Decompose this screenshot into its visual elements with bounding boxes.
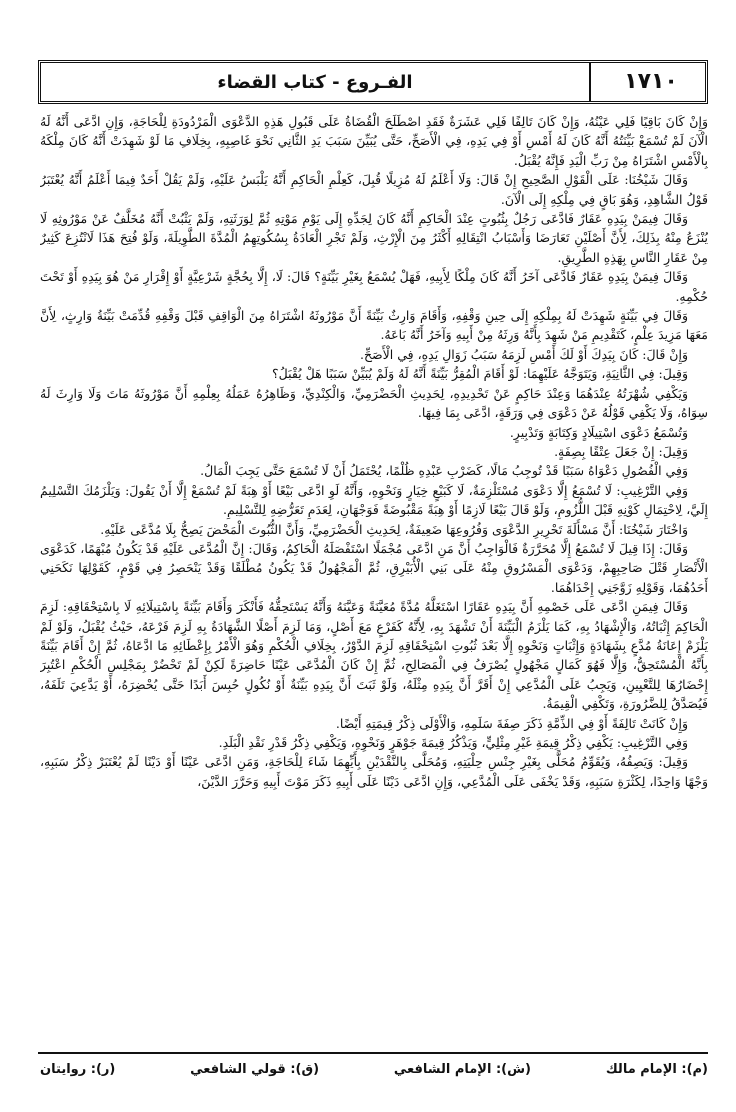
- paragraph: وَقَالَ فِي بَيِّنَةٍ شَهِدَتْ لَهُ بِمِلْكِهِ إِلَى حِينِ وَقْفِهِ، وَأَقَامَ وَارِثٌ بَيِّنَةً أَنَّ مَوْرُوثَهُ اشْتَرَاهُ مِنَ الْوَاقِفِ قَبْلَ وَقْفِهِ قُدِّمَتْ بَيِّنَةُ وَارِثٍ، لِأَنَّ مَعَهَا مَزِيدَ عِلْمٍ، كَتَقْدِيمِ مَنْ شَهِدَ بِأَنَّهُ وَرِثَهُ مِنْ أَبِيهِ وَآخَرُ أَنَّهُ بَاعَهُ.: [40, 308, 708, 343]
- legend-item: (م): الإمام مالك: [605, 1062, 708, 1077]
- legend-item: (ش): الإمام الشافعي: [393, 1062, 531, 1077]
- paragraph: وَفِي الْفُصُولِ دَعْوَاهُ سَبَبًا قَدْ تُوجِبُ مَالًا، كَضَرْبِ عَبْدِهِ ظُلْمًا، يُحْتَمَلُ أَنْ لَا تُسْمَعَ حَتَّى يَجِبَ الْمَالُ.: [200, 463, 688, 479]
- footer-rule: [38, 1052, 708, 1054]
- paragraph: وَتُسْمَعُ دَعْوَى اسْتِيلَادٍ وَكِتَابَةٍ وَتَدْبِيرٍ.: [509, 424, 688, 440]
- paragraph: وَإِنْ كَانَتْ تَالِفَةً أَوْ فِي الذِّمَّةِ ذَكَرَ صِفَةَ سَلَمِهِ، وَالْأَوْلَى ذِكْرُ قِيمَتِهِ أَيْضًا.: [335, 715, 688, 731]
- footnote-legend: [40, 1062, 708, 1086]
- paragraph: وَيَكْفِي شُهْرَتُهُ عِنْدَهُمَا وَعِنْدَ حَاكِمٍ عَنْ تَحْدِيدِهِ، لِحَدِيثِ الْحَضْرَمِيِّ، وَالْكِنْدِيِّ، وَظَاهِرُهُ عَمَلُهُ بِعِلْمِهِ أَنَّ مَوْرُوثَهُ مَاتَ وَلَا وَارِثَ لَهُ سِوَاهُ، وَلَا يَكْفِي قَوْلُهُ عَنْ دَعْوَى فِي وَرَقَةٍ، ادَّعَى بِمَا فِيهَا.: [40, 385, 708, 421]
- paragraph: وَاخْتَارَ شَيْخُنَا: أَنَّ مَسْأَلَةَ تَحْرِيرِ الدَّعْوَى وَفُرُوعِهَا ضَعِيفَةٌ، لِحَدِيثِ الْحَضْرَمِيِّ، وَأَنَّ الثُّبُوتَ الْمَحْضَ يَصِحُّ بِلَا مُدَّعًى عَلَيْهِ.: [100, 521, 688, 537]
- paragraph: وَقَالَ فِيمَنْ بِيَدِهِ عَقَارٌ فَادَّعَى رَجُلٌ بِثُبُوتٍ عِنْدَ الْحَاكِمِ أَنَّهُ كَانَ لِجَدِّهِ إِلَى يَوْمِ مَوْتِهِ ثُمَّ لِوَرَثَتِهِ، وَلَمْ يَثْبُتْ أَنَّهُ مُخَلَّفٌ عَنْ مَوْرُوثِهِ لَا يُنْزَعُ مِنْهُ بِذَلِكَ، لِأَنَّ أَصْلَيْنِ تَعَارَضَا وَأَسْبَابُ انْتِقَالِهِ أَكْثَرُ مِنَ الْإِرْثِ، وَلَمْ تَجْرِ الْعَادَةُ بِسُكُوتِهِمُ الْمُدَّةَ الطَّوِيلَةَ، وَلَوْ فُتِحَ هَذَا لَانْتُزِعَ كَثِيرٌ مِنْ عَقَارِ النَّاسِ بِهَذِهِ الطَّرِيقِ.: [40, 211, 708, 265]
- body-text: [40, 112, 708, 1040]
- paragraph: وَقَالَ شَيْخُنَا: عَلَى الْقَوْلِ الصَّحِيحِ إِنْ قَالَ: وَلَا أَعْلَمُ لَهُ مُزِيلًا قُبِلَ، كَعِلْمِ الْحَاكِمِ أَنَّهُ يَلْبَسُ عَلَيْهِ، وَلَمْ يَقُلْ أَحَدٌ فِيمَا أَعْلَمُ أَنَّهُ يُعْتَبَرُ قَوْلُ الشَّاهِدِ، وَهُوَ بَاقٍ فِي مِلْكِهِ إِلَى الْآنَ.: [40, 172, 708, 207]
- paragraph: وَقِيلَ: فِي الثَّانِيَةِ، وَيَتَوَجَّهُ عَلَيْهِمَا: لَوْ أَقَامَ الْمُقِرُّ بَيِّنَةً أَنَّهُ لَهُ وَلَمْ يُبَيِّنْ سَبَبًا هَلْ يُقْبَلُ؟: [272, 366, 688, 382]
- legend-item: (ر): روايتان: [40, 1062, 116, 1077]
- paragraph: وَإِنْ قَالَ: كَانَ بِيَدِكَ أَوْ لَكَ أَمْسِ لَزِمَهُ سَبَبُ زَوَالِ يَدِهِ، فِي الْأَصَحِّ.: [360, 346, 688, 362]
- paragraph: وَقِيلَ: إِنْ جَعَلَ عِتْقًا بِصِفَةٍ.: [554, 443, 688, 459]
- legend-item: (ق): قولي الشافعي: [190, 1062, 320, 1077]
- paragraph: وَقَالَ: إِذَا قِيلَ لَا تُسْمَعُ إِلَّا مُحَرَّرَةٌ فَالْوَاجِبُ أَنَّ مَنِ ادَّعَى مُجْمَلًا اسْتَفْصَلَهُ الْحَاكِمُ، وَقَالَ: إِنَّ الْمُدَّعَى عَلَيْهِ قَدْ يَكُونُ مُبْهَمًا، كَدَعْوَى الْأَنْصَارِ قَتْلَ صَاحِبِهِمْ، وَدَعْوَى الْمَسْرُوقِ مِنْهُ عَلَى بَنِي الْأُبَيْرِقِ، ثُمَّ الْمَجْهُولُ قَدْ يَكُونُ مُطْلَقًا وَقَدْ يَنْحَصِرُ فِي قَوْمٍ، كَقَوْلِهَا نَكَحَنِي أَحَدُهُمَا، وَقَوْلِهِ زَوَّجَنِي إِحْدَاهُمَا.: [40, 540, 708, 595]
- paragraph: وَإِنْ كَانَ بَاقِيًا فَلِي عَيْنُهُ، وَإِنْ كَانَ تَالِفًا فَلِي عَشَرَةٌ فَقَدِ اصْطَلَحَ الْقُضَاةُ عَلَى قَبُولِ هَذِهِ الدَّعْوَى الْمَرْدُودَةِ لِلْحَاجَةِ، وَإِنِ ادَّعَى أَنَّهُ لَهُ الْآنَ لَمْ تُسْمَعْ بَيِّنَتُهُ أَنَّهُ كَانَ لَهُ أَمْسِ أَوْ فِي يَدِهِ، فِي الْأَصَحِّ، حَتَّى يُبَيِّنَ سَبَبَ يَدِ الثَّانِي نَحْوَ غَاصِبِهِ، بِخِلَافِ مَا لَوْ شَهِدَتْ أَنَّهُ كَانَ مِلْكَهُ بِالْأَمْسِ اشْتَرَاهُ مِنْ رَبِّ الْيَدِ فَإِنَّهُ يُقْبَلُ.: [40, 114, 708, 168]
- paragraph: وَفِي التَّرْغِيبِ: يَكْفِي ذِكْرُ قِيمَةِ غَيْرِ مِثْلِيٍّ، وَيَذْكُرُ قِيمَةَ جَوْهَرٍ وَنَحْوِهِ، وَيَكْفِي ذِكْرُ قَدْرِ نَقْدِ الْبَلَدِ.: [218, 735, 688, 750]
- paragraph: وَقَالَ فِيمَنْ بِيَدِهِ عَقَارٌ فَادَّعَى آخَرُ أَنَّهُ كَانَ مِلْكًا لِأَبِيهِ، فَهَلْ يُسْمَعُ بِغَيْرِ بَيِّنَةٍ؟ قَالَ: لَا، إِلَّا بِحُجَّةٍ شَرْعِيَّةٍ أَوْ إِقْرَارِ مَنْ هُوَ بِيَدِهِ أَوْ تَحْتَ حُكْمِهِ.: [40, 269, 708, 304]
- running-title: الفـروع - كتاب القضاء: [217, 72, 413, 93]
- page-header: [38, 60, 708, 104]
- header-divider: [589, 63, 591, 101]
- paragraph: وَقِيلَ: وَيَصِفُهُ، وَيُقَوِّمُ مُحَلًّى بِغَيْرِ جِنْسِ حِلْيَتِهِ، وَمُحَلَّى بِالنَّقْدَيْنِ بِأَيِّهِمَا شَاءَ لِلْحَاجَةِ، وَمَنِ ادَّعَى عَيْنًا أَوْ دَيْنًا لَمْ يُعْتَبَرْ ذِكْرُ سَبَبِهِ، وَجْهًا وَاحِدًا، لِكَثْرَةِ سَبَبِهِ، وَقَدْ يَخْفَى عَلَى الْمُدَّعِي، وَإِنِ ادَّعَى دَيْنًا عَلَى أَبِيهِ ذَكَرَ مَوْتَ أَبِيهِ وَحَرَّرَ الدَّيْنَ،: [40, 754, 708, 789]
- paragraph: وَقَالَ فِيمَنِ ادَّعَى عَلَى خَصْمِهِ أَنَّ بِيَدِهِ عَقَارًا اسْتَغَلَّهُ مُدَّةً مُعَيَّنَةً وَعَيَّنَهُ وَأَنَّهُ يَسْتَحِقُّهُ فَأَنْكَرَ وَأَقَامَ بَيِّنَةً بِاسْتِيلَائِهِ لَا بِاسْتِحْقَاقِهِ: لَزِمَ الْحَاكِمَ إِثْبَاتُهُ، وَالْإِشْهَادُ بِهِ، كَمَا يَلْزَمُ الْبَيِّنَةَ أَنْ تَشْهَدَ بِهِ، لِأَنَّهُ كَفَرْعٍ مَعَ أَصْلٍ، وَمَا لَزِمَ أَصْلًا الشَّهَادَةُ بِهِ لَزِمَ فَرْعَهُ، حَيْثُ يُقْبَلُ، وَلَوْ لَمْ يَلْزَمْ إِعَانَةُ مُدَّعٍ بِشَهَادَةٍ وَإِثْبَاتٍ وَنَحْوِهِ إِلَّا بَعْدَ ثُبُوتِ اسْتِحْقَاقِهِ لَزِمَ الدَّوْرُ، بِخِلَافِ الْحُكْمِ وَهُوَ الْأَمْرُ بِإِعْطَائِهِ مَا ادَّعَاهُ، ثُمَّ إِنْ أَقَامَ بَيِّنَةً بِأَنَّهُ الْمُسْتَحِقُّ، وَإِلَّا فَهُوَ كَمَالٍ مَجْهُولٍ يُصْرَفُ فِي الْمَصَالِحِ، ثُمَّ إِنْ كَانَ الْمُدَّعَى عَيْنًا حَاضِرَةً لَكِنْ لَمْ تَحْضُرْ بِمَجْلِسِ الْحُكْمِ اعْتُبِرَ إِحْضَارُهَا لِلتَّعْيِينِ، وَيَجِبُ عَلَى الْمُدَّعِي إِنْ أَقَرَّ أَنَّ بِيَدِهِ مِثْلَهُ، وَلَوْ ثَبَتَ أَنَّ بِيَدِهِ بَيِّنَةٌ أَوْ نُكُولٍ حُبِسَ أَبَدًا حَتَّى يُحْضِرَهُ، أَوْ يَدَّعِيَ تَلَفَهُ، فَيُصَدَّقُ لِلضَّرُورَةِ، وَتَكْفِي الْقِيمَةُ.: [40, 599, 708, 712]
- page-number: ١٧١٠: [624, 69, 678, 94]
- paragraph: وَفِي التَّرْغِيبِ: لَا تُسْمَعُ إِلَّا دَعْوَى مُسْتَلْزِمَةٌ، لَا كَبَيْعٍ خِيَارٍ وَنَحْوِهِ، وَأَنَّهُ لَوِ ادَّعَى بَيْعًا أَوْ هِبَةً لَمْ تُسْمَعْ إِلَّا أَنْ يَقُولَ: وَيَلْزَمُكَ التَّسْلِيمُ إِلَيَّ، لِاحْتِمَالِ كَوْنِهِ قَبْلَ اللُّزُومِ، وَلَوْ قَالَ بَيْعًا لَازِمًا أَوْ هِبَةً مَقْبُوضَةً فَوَجْهَانِ، لِعَدَمِ تَعَرُّضِهِ لِلتَّسْلِيمِ.: [40, 482, 708, 518]
